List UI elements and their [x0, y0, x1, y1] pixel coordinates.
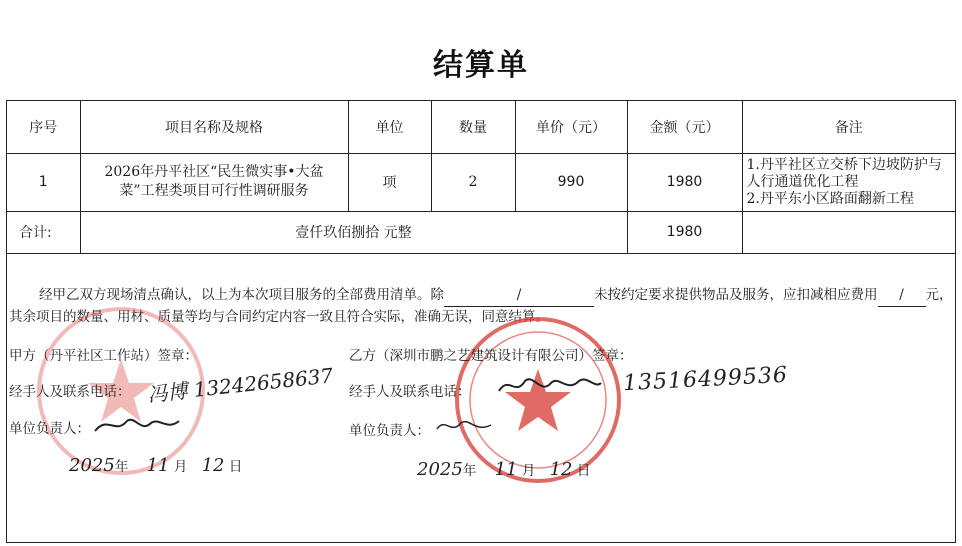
total-row: [7, 211, 955, 253]
cell-amount: 1980: [627, 153, 742, 211]
header-remark: 备注: [742, 101, 955, 153]
total-remark: [742, 211, 955, 253]
total-amount: 1980: [627, 211, 742, 253]
header-unit: 单位: [348, 101, 431, 153]
total-words: 壹仟玖佰捌拾 元整: [80, 211, 627, 253]
table-header-row: [7, 101, 955, 153]
party-b-contact-signature: [495, 371, 605, 405]
remark-line1: 1.丹平社区立交桥下边坡防护与: [746, 156, 942, 173]
party-b-date-month-suffix: 月: [521, 463, 536, 479]
cell-name: [80, 153, 348, 211]
cell-quantity: 2: [431, 153, 515, 211]
page-title: 结算单: [433, 48, 529, 83]
party-b-contact-phone: 13516499536: [622, 362, 789, 397]
party-b-label: 乙方（深圳市鹏之艺建筑设计有限公司）签章：: [349, 348, 633, 364]
table-row: [7, 153, 955, 211]
header-amount: 金额（元）: [627, 101, 742, 153]
settlement-table: [7, 101, 955, 254]
deduction-amount-blank: /: [878, 285, 926, 307]
paragraph-part3: 元，其余项目的数量、用材、质量等均与合同约定内容一致且符合实际，准确无误，同意结算。: [9, 287, 953, 325]
header-unit-price: 单价（元）: [515, 101, 627, 153]
cell-index: 1: [7, 153, 80, 211]
party-a-contact-label: 经手人及联系电话：: [9, 384, 131, 400]
party-b-date-day: 12: [549, 459, 573, 480]
party-b-head-signature: [435, 415, 495, 441]
cell-name-line2: 菜”工程类项目可行性调研服务: [119, 183, 309, 199]
cell-name-line1: 2026年丹平社区“民生微实事•大盆: [104, 164, 324, 180]
party-b-date-day-suffix: 日: [576, 463, 591, 479]
party-b-date-year: 2025: [417, 459, 463, 480]
header-index: 序号: [7, 101, 80, 153]
party-a-date-month-suffix: 月: [173, 459, 188, 475]
party-a-date-year-suffix: 年: [114, 459, 129, 475]
party-a-date-year: 2025: [69, 455, 115, 476]
paragraph-part1: 经甲乙双方现场清点确认，以上为本次项目服务的全部费用清单。除: [39, 287, 444, 303]
party-a-head-label: 单位负责人：: [9, 421, 90, 437]
cell-remark: [742, 153, 955, 211]
party-b-date: [417, 459, 590, 480]
party-a-date: [69, 455, 242, 476]
party-b-date-month: 11: [494, 459, 518, 480]
party-b-contact-label: 经手人及联系电话：: [349, 384, 471, 400]
party-b-date-year-suffix: 年: [462, 463, 477, 479]
party-a-contact-handwriting: 冯博 13242658637: [146, 363, 335, 407]
party-a-date-month: 11: [146, 455, 170, 476]
party-a-date-day: 12: [201, 455, 225, 476]
party-b-head-label: 单位负责人：: [349, 423, 430, 439]
cell-unit-price: 990: [515, 153, 627, 211]
deduction-item-blank: /: [444, 285, 594, 307]
paragraph-part2: 未按约定要求提供物品及服务，应扣减相应费用: [594, 287, 878, 303]
header-name: 项目名称及规格: [80, 101, 348, 153]
settlement-sheet: [6, 100, 956, 543]
cell-unit: 项: [348, 153, 431, 211]
party-a-head-signature: [93, 413, 183, 444]
remark-line2: 人行通道优化工程: [746, 173, 859, 190]
header-quantity: 数量: [431, 101, 515, 153]
total-label: 合计:: [7, 211, 80, 253]
party-a-date-day-suffix: 日: [228, 459, 243, 475]
remark-line3: 2.丹平东小区路面翻新工程: [746, 190, 914, 207]
party-a-label: 甲方（丹平社区工作站）签章：: [9, 348, 198, 364]
